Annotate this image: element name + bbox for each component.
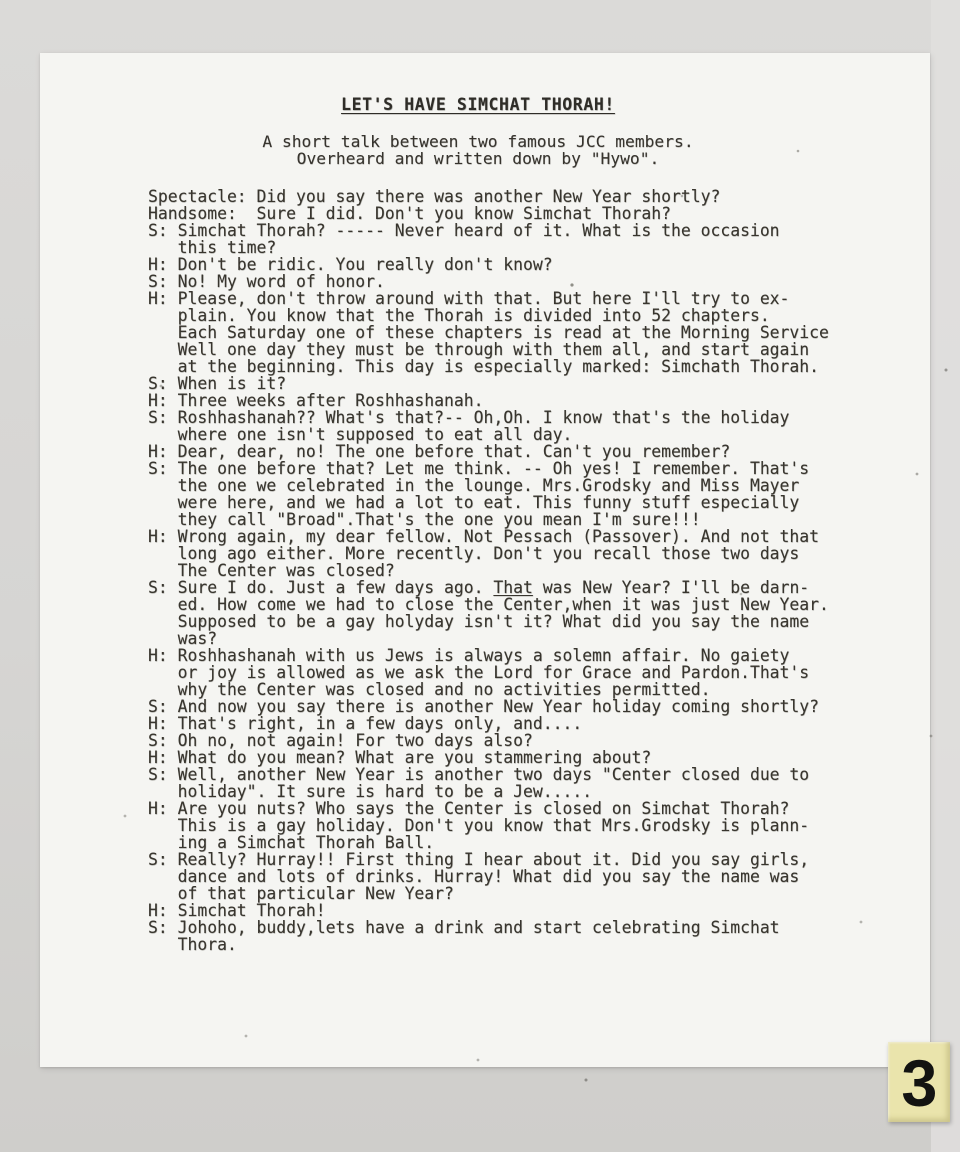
text-line: was? [148,629,218,648]
text-line: Spectacle: Did you say there was another New Year shortly? [148,187,721,206]
text-line: S: Simchat Thorah? ----- Never heard of it. What is the occasion [148,221,780,240]
document-subtitle-line-1: A short talk between two famous JCC members. [262,132,694,151]
text-line: H: Are you nuts? Who says the Center is closed on Simchat Thorah? [148,799,790,818]
text-line: why the Center was closed and no activities permitted. [148,680,711,699]
text-line: H: Please, don't throw around with that. But here I'll try to ex- [148,289,790,308]
text-line: were here, and we had a lot to eat. This funny stuff especially [148,493,800,512]
text-line: where one isn't supposed to eat all day. [148,425,573,444]
text-line: Each Saturday one of these chapters is read at the Morning Service [148,323,829,342]
text-line: H: Three weeks after Roshhashanah. [148,391,484,410]
text-line: This is a gay holiday. Don't you know that Mrs.Grodsky is plann- [148,816,810,835]
text-line: at the beginning. This day is especially marked: Simchath Thorah. [148,357,820,376]
page-number-label: 3 [901,1046,937,1120]
text-line: long ago either. More recently. Don't you recall those two days [148,544,800,563]
text-line: of that particular New Year? [148,884,454,903]
text-line: S: No! My word of honor. [148,272,385,291]
scan-edge-strip [931,0,960,1152]
text-line: Thora. [148,935,237,954]
text-line: S: And now you say there is another New Year holiday coming shortly? [148,697,820,716]
text-line: S: Johoho, buddy,lets have a drink and start celebrating Simchat [148,918,780,937]
text-line: Supposed to be a gay holyday isn't it? What did you say the name [148,612,810,631]
text-line: H: Simchat Thorah! [148,901,326,920]
text-line: S: Sure I do. Just a few days ago. That was New Year? I'll be darn- [148,578,810,597]
text-line: ing a Simchat Thorah Ball. [148,833,435,852]
text-line: H: Wrong again, my dear fellow. Not Pessach (Passover). And not that [148,527,820,546]
text-line: ed. How come we had to close the Center,when it was just New Year. [148,595,829,614]
text-line: plain. You know that the Thorah is divided into 52 chapters. [148,306,770,325]
text-line: the one we celebrated in the lounge. Mrs.Grodsky and Miss Mayer [148,476,800,495]
text-line: H: That's right, in a few days only, and.... [148,714,583,733]
page-number-tag [888,1042,950,1122]
document-title: LET'S HAVE SIMCHAT THORAH! [341,95,615,114]
document-header [148,95,808,167]
text-line: Handsome: Sure I did. Don't you know Simchat Thorah? [148,204,672,223]
paper-sheet [40,53,930,1067]
dialogue-lines [148,188,888,953]
document-subtitle-line-2: Overheard and written down by "Hywo". [296,149,660,168]
text-line: S: Oh no, not again! For two days also? [148,731,533,750]
text-line: H: Dear, dear, no! The one before that. Can't you remember? [148,442,731,461]
text-line: or joy is allowed as we ask the Lord for Grace and Pardon.That's [148,663,810,682]
text-line: Well one day they must be through with them all, and start again [148,340,810,359]
text-line: S: Well, another New Year is another two days "Center closed due to [148,765,810,784]
text-line: S: The one before that? Let me think. -- Oh yes! I remember. That's [148,459,810,478]
text-line: this time? [148,238,277,257]
text-line: S: Roshhashanah?? What's that?-- Oh,Oh. I know that's the holiday [148,408,790,427]
text-line: S: When is it? [148,374,287,393]
text-line: dance and lots of drinks. Hurray! What did you say the name was [148,867,800,886]
text-line: holiday". It sure is hard to be a Jew..... [148,782,593,801]
text-line: H: Roshhashanah with us Jews is always a solemn affair. No gaiety [148,646,790,665]
text-line: The Center was closed? [148,561,395,580]
scan-noise-specks [40,53,42,55]
text-line: H: Don't be ridic. You really don't know? [148,255,553,274]
text-line: H: What do you mean? What are you stammering about? [148,748,652,767]
text-line: S: Really? Hurray!! First thing I hear about it. Did you say girls, [148,850,810,869]
text-line: they call "Broad".That's the one you mean I'm sure!!! [148,510,701,529]
